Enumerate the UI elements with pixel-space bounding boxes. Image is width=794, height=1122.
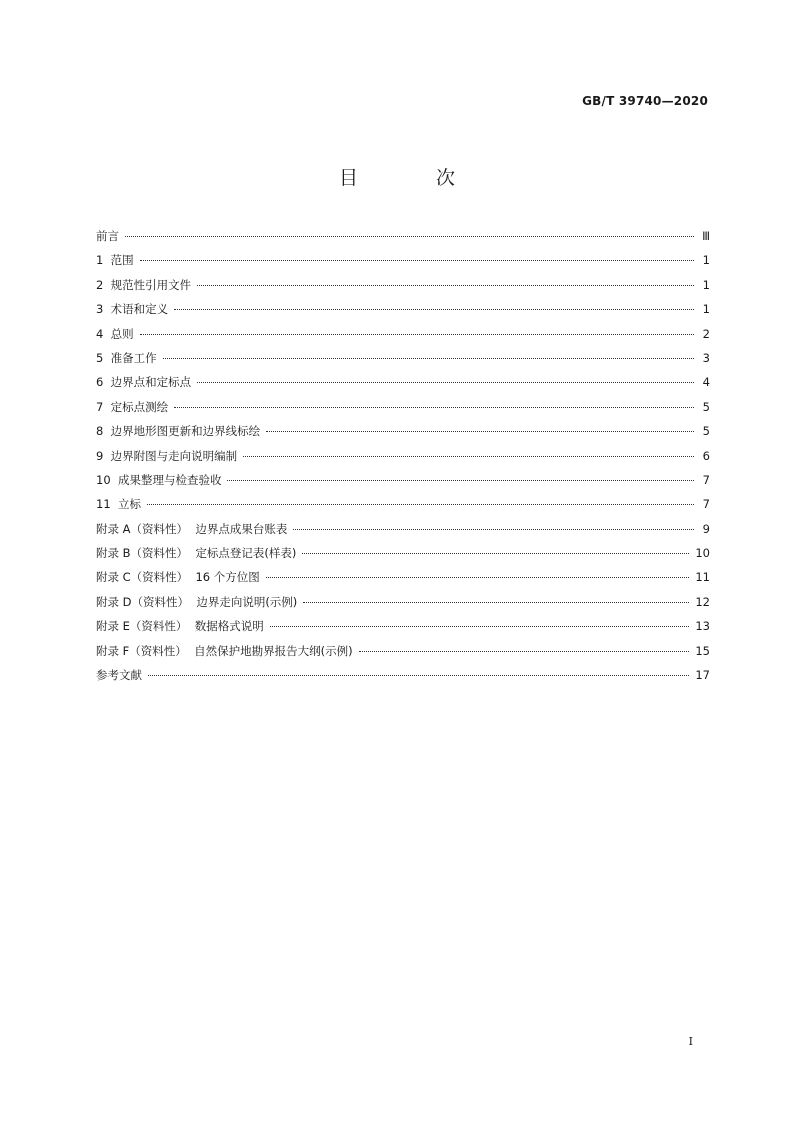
toc-entry-label: 11 立标 xyxy=(96,497,141,512)
toc-entry-page: 15 xyxy=(695,643,710,658)
toc-dot-leader xyxy=(147,504,694,505)
toc-dot-leader xyxy=(227,480,694,481)
toc-dot-leader xyxy=(174,309,694,310)
toc-entry-page: 5 xyxy=(702,424,710,439)
toc-dot-leader xyxy=(174,407,694,408)
toc-entry-page: 11 xyxy=(695,570,710,585)
toc-entry[interactable] xyxy=(96,326,710,350)
toc-entry-label: 2 规范性引用文件 xyxy=(96,277,192,292)
toc-entry-page: 10 xyxy=(695,546,710,561)
toc-entry[interactable] xyxy=(96,277,710,301)
toc-entry-page: 9 xyxy=(702,521,710,536)
toc-dot-leader xyxy=(270,626,690,627)
toc-entry-page: 6 xyxy=(702,448,710,463)
toc-dot-leader xyxy=(197,382,694,383)
toc-entry-page: 1 xyxy=(702,277,710,292)
toc-entry[interactable] xyxy=(96,521,710,545)
toc-dot-leader xyxy=(243,456,694,457)
toc-dot-leader xyxy=(140,334,694,335)
toc-dot-leader xyxy=(140,260,694,261)
toc-entry[interactable] xyxy=(96,643,710,667)
toc-entry-label: 1 范围 xyxy=(96,253,134,268)
toc-entry-page: 4 xyxy=(702,375,710,390)
toc-entry-label: 参考文献 xyxy=(96,668,142,683)
toc-entry-label: 附录 D（资料性） 边界走向说明(示例) xyxy=(96,594,298,609)
toc-entry-label: 8 边界地形图更新和边界线标绘 xyxy=(96,424,261,439)
toc-entry-page: 13 xyxy=(695,619,710,634)
toc-entry-label: 6 边界点和定标点 xyxy=(96,375,192,390)
toc-entry[interactable] xyxy=(96,252,710,276)
toc-entry[interactable] xyxy=(96,350,710,374)
toc-entry-page: 2 xyxy=(702,326,710,341)
toc-dot-leader xyxy=(125,236,694,237)
toc-entry-label: 前言 xyxy=(96,229,119,243)
toc-entry-label: 3 术语和定义 xyxy=(96,302,169,317)
toc-entry-label: 4 总则 xyxy=(96,326,134,341)
toc-entry[interactable] xyxy=(96,374,710,398)
toc-entry-page: 5 xyxy=(702,399,710,414)
toc-entry-label: 7 定标点测绘 xyxy=(96,399,169,414)
page-title: 目 次 xyxy=(338,167,492,189)
toc-entry[interactable] xyxy=(96,448,710,472)
toc-dot-leader xyxy=(266,577,690,578)
toc-entry-page: 3 xyxy=(702,350,710,365)
toc-entry-label: 附录 B（资料性） 定标点登记表(样表) xyxy=(96,546,297,561)
toc-dot-leader xyxy=(302,553,689,554)
toc-entry-page: 1 xyxy=(702,253,710,268)
toc-dot-leader xyxy=(293,529,694,530)
toc-entry-label: 5 准备工作 xyxy=(96,350,157,365)
toc-entry[interactable] xyxy=(96,301,710,325)
toc-entry-label: 9 边界附图与走向说明编制 xyxy=(96,448,238,463)
toc-entry-label: 附录 A（资料性） 边界点成果台账表 xyxy=(96,521,288,536)
toc-entry[interactable] xyxy=(96,569,710,593)
toc-entry-label: 附录 F（资料性） 自然保护地勘界报告大纲(示例) xyxy=(96,643,353,658)
toc-entry[interactable] xyxy=(96,228,710,252)
toc-entry[interactable] xyxy=(96,545,710,569)
toc-dot-leader xyxy=(163,358,694,359)
standard-code: GB/T 39740—2020 xyxy=(582,94,708,108)
toc-entry-page: 1 xyxy=(702,302,710,317)
toc-entry-page: 12 xyxy=(695,594,710,609)
toc-entry-label: 附录 C（资料性） 16 个方位图 xyxy=(96,570,260,585)
toc-entry-label: 10 成果整理与检查验收 xyxy=(96,472,222,487)
toc-entry[interactable] xyxy=(96,667,710,691)
toc-entry[interactable] xyxy=(96,594,710,618)
toc-entry[interactable] xyxy=(96,472,710,496)
toc-entry[interactable] xyxy=(96,618,710,642)
toc-entry[interactable] xyxy=(96,423,710,447)
toc-entry[interactable] xyxy=(96,399,710,423)
toc-dot-leader xyxy=(303,602,689,603)
page-number: Ⅰ xyxy=(688,1035,693,1048)
toc-entry-page: 17 xyxy=(695,668,710,683)
toc-entry-page: 7 xyxy=(702,497,710,512)
toc-entry-page: Ⅲ xyxy=(702,229,710,243)
toc-dot-leader xyxy=(266,431,694,432)
table-of-contents xyxy=(96,228,710,691)
toc-dot-leader xyxy=(197,285,694,286)
toc-dot-leader xyxy=(148,675,689,676)
toc-entry-label: 附录 E（资料性） 数据格式说明 xyxy=(96,619,264,634)
toc-dot-leader xyxy=(359,651,690,652)
toc-entry-page: 7 xyxy=(702,472,710,487)
toc-entry[interactable] xyxy=(96,496,710,520)
